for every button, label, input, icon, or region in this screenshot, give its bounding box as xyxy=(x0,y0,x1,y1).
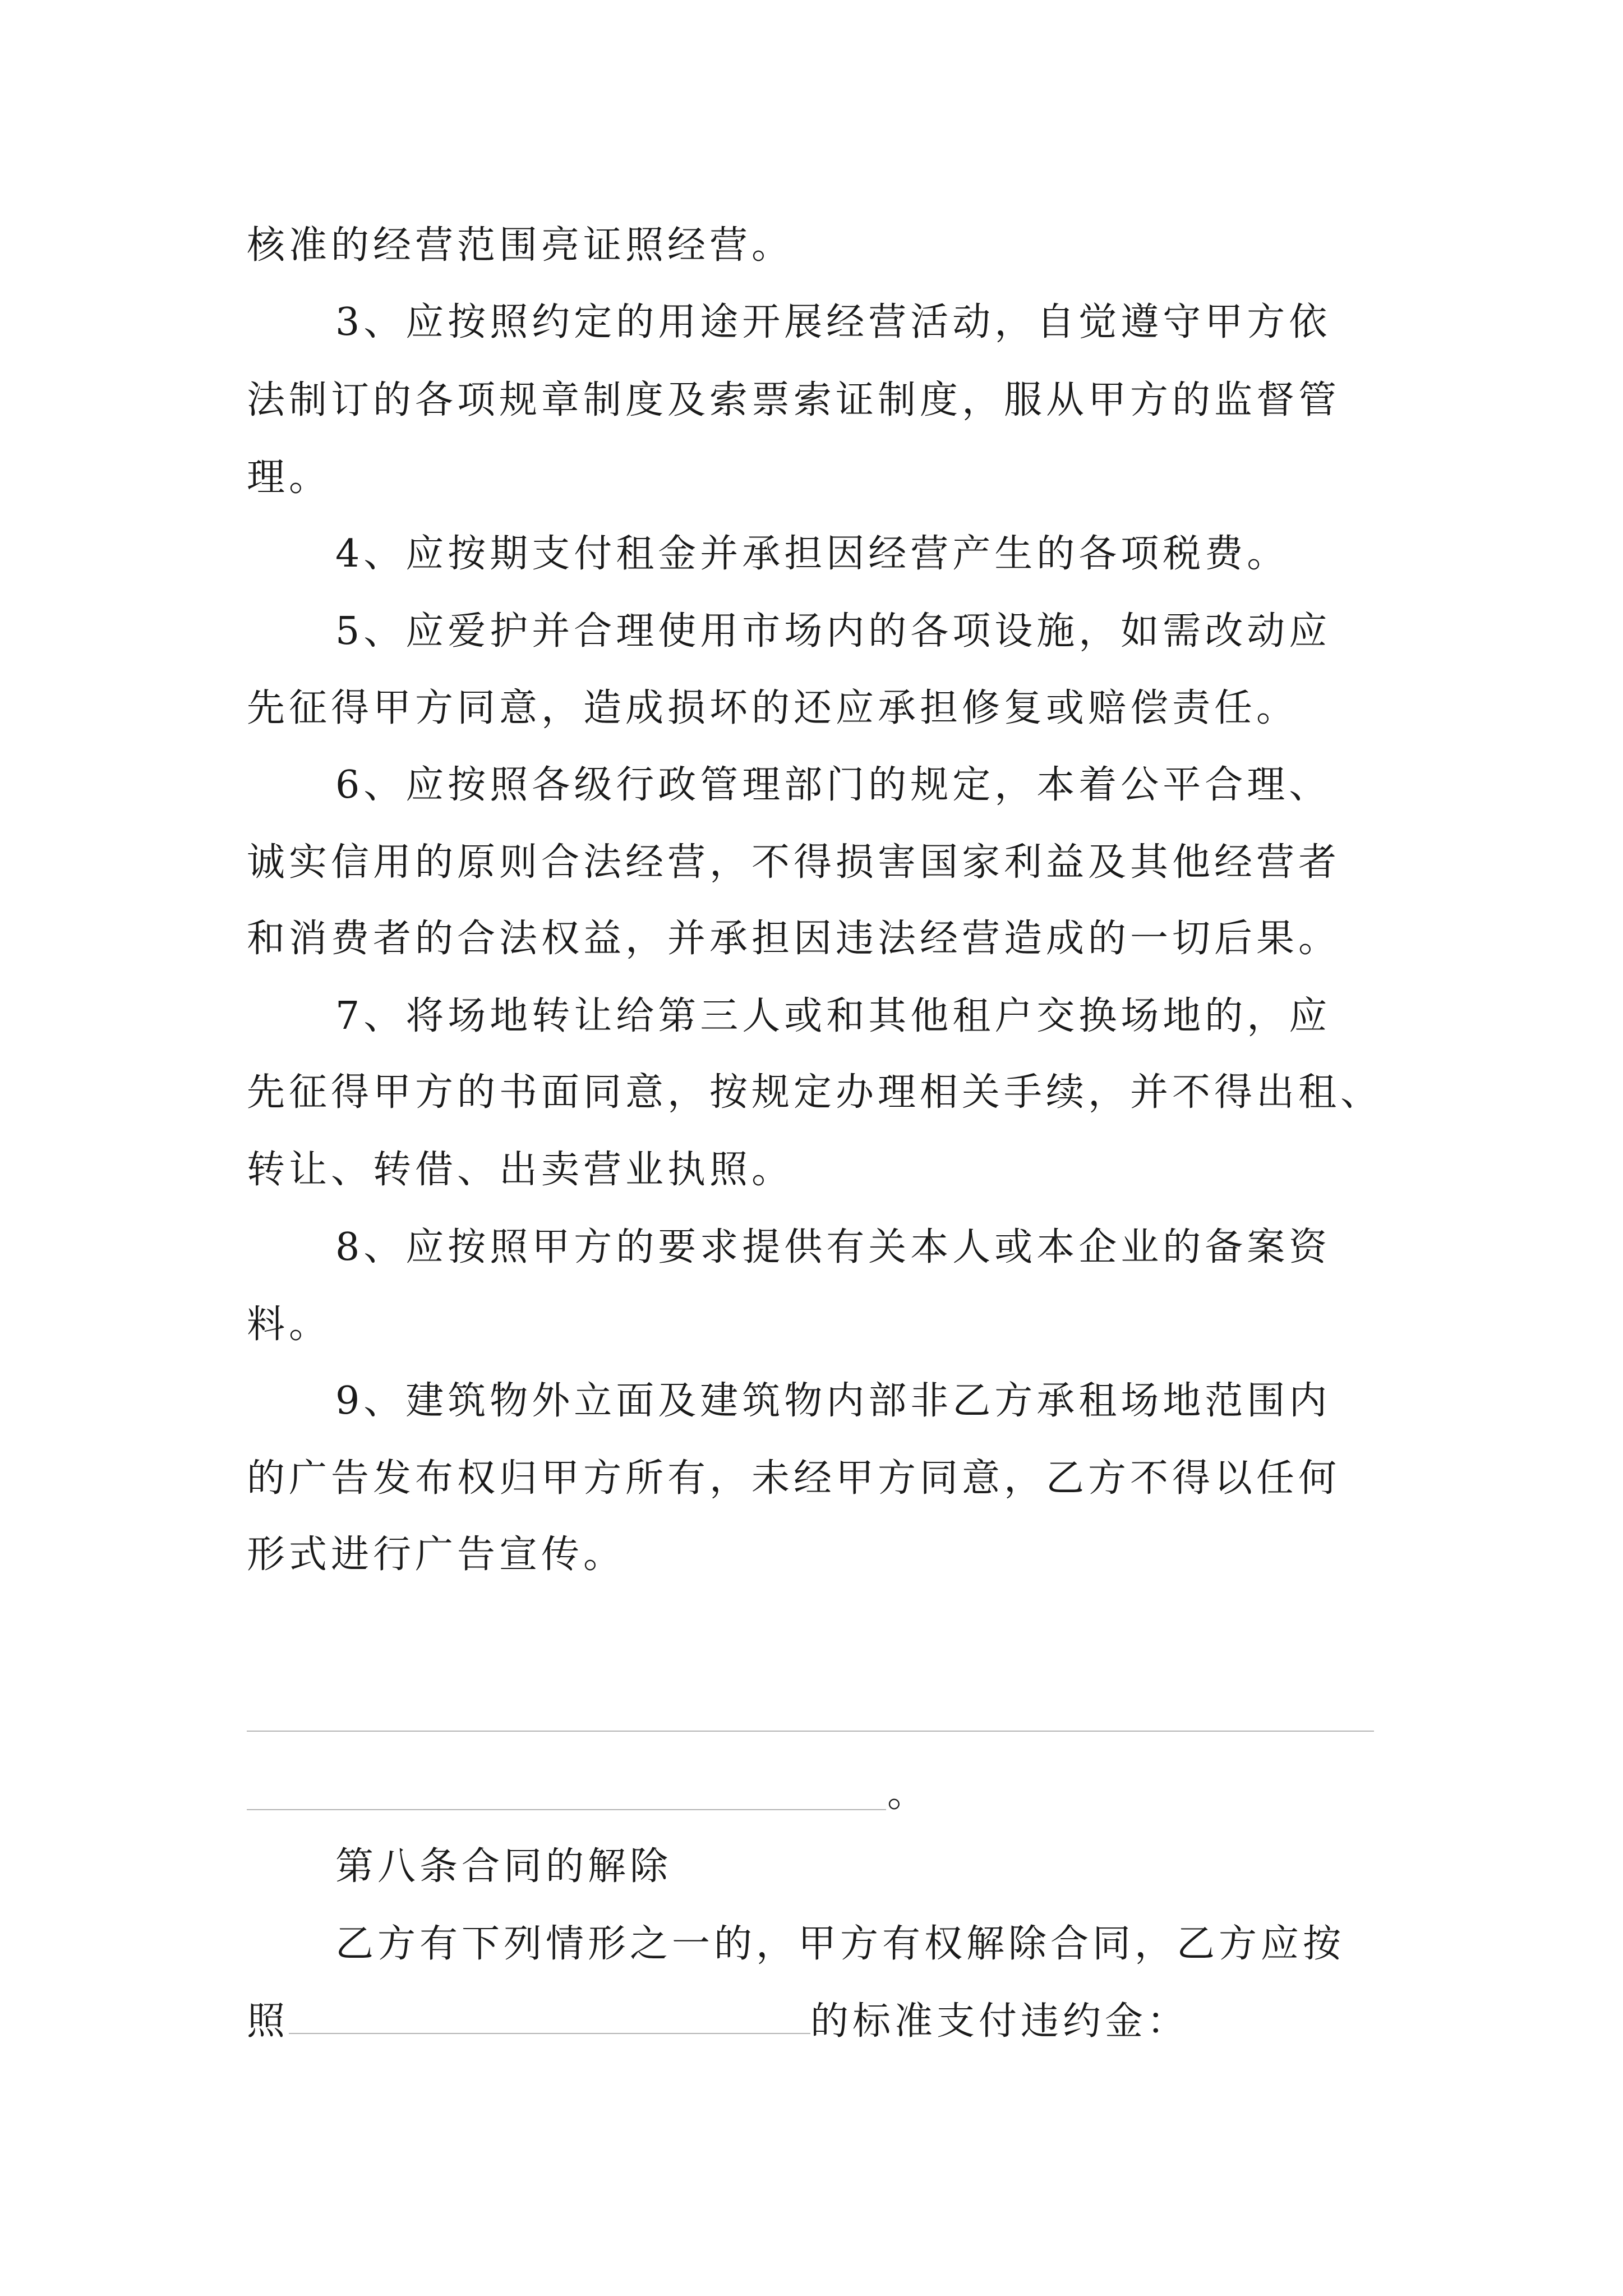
article-paragraph-prefix: 照 xyxy=(247,1999,289,2044)
article-paragraph-suffix: 的标准支付违约金： xyxy=(810,1999,1189,2044)
item-8-line: 8、应按照甲方的要求提供有关本人或本企业的备案资 xyxy=(335,1225,1331,1269)
article-heading: 第八条合同的解除 xyxy=(335,1844,672,1889)
item-7-line: 7、将场地转让给第三人或和其他租户交换场地的，应 xyxy=(335,994,1331,1038)
fill-in-blank-line xyxy=(247,1731,1374,1732)
item-9-line: 形式进行广告宣传。 xyxy=(247,1533,626,1577)
item-5-line: 先征得甲方同意，造成损坏的还应承担修复或赔偿责任。 xyxy=(247,686,1299,730)
item-3-line: 理。 xyxy=(247,455,331,500)
item-3-line: 法制订的各项规章制度及索票索证制度，服从甲方的监督管 xyxy=(247,378,1341,422)
blank-period: 。 xyxy=(887,1772,926,1816)
item-7-line: 先征得甲方的书面同意，按规定办理相关手续，并不得出租、 xyxy=(247,1070,1383,1115)
item-6-line: 6、应按照各级行政管理部门的规定，本着公平合理、 xyxy=(335,763,1331,807)
item-9-line: 的广告发布权归甲方所有，未经甲方同意，乙方不得以任何 xyxy=(247,1456,1341,1501)
article-paragraph-line: 乙方有下列情形之一的，甲方有权解除合同，乙方应按 xyxy=(335,1922,1345,1966)
article-paragraph-line xyxy=(247,1994,1189,2050)
fill-in-blank xyxy=(289,2000,810,2034)
item-5-line: 5、应爱护并合理使用市场内的各项设施，如需改动应 xyxy=(335,609,1331,654)
item-3-line: 3、应按照约定的用途开展经营活动，自觉遵守甲方依 xyxy=(335,300,1331,344)
item-9-line: 9、建筑物外立面及建筑物内部非乙方承租场地范围内 xyxy=(335,1379,1331,1423)
fill-in-blank-line xyxy=(247,1809,886,1810)
item-6-line: 和消费者的合法权益，并承担因违法经营造成的一切后果。 xyxy=(247,917,1341,961)
item-4-line: 4、应按期支付租金并承担因经营产生的各项税费。 xyxy=(335,532,1289,576)
item-6-line: 诚实信用的原则合法经营，不得损害国家利益及其他经营者 xyxy=(247,840,1341,885)
item-8-line: 料。 xyxy=(247,1303,331,1347)
paragraph-line: 核准的经营范围亮证照经营。 xyxy=(247,223,794,268)
item-7-line: 转让、转借、出卖营业执照。 xyxy=(247,1148,794,1192)
